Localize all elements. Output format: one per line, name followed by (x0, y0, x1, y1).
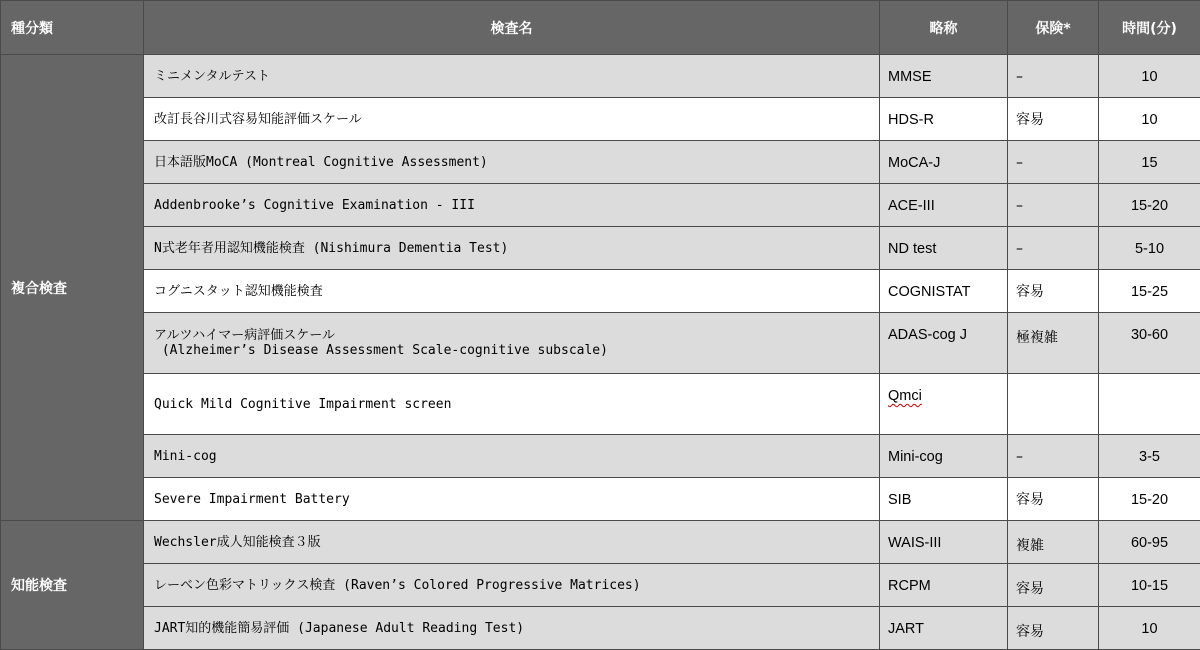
test-name: N式老年者用認知機能検査 (Nishimura Dementia Test) (144, 227, 880, 270)
test-name: Quick Mild Cognitive Impairment screen (144, 374, 880, 435)
test-name-line2: (Alzheimer’s Disease Assessment Scale-cognitive subscale) (154, 343, 608, 358)
test-name: 改訂長谷川式容易知能評価スケール (144, 98, 880, 141)
test-time: 5-10 (1099, 227, 1200, 270)
test-abbr (880, 374, 1008, 435)
test-abbr: MMSE (880, 55, 1008, 98)
test-name: Mini-cog (144, 435, 880, 478)
test-insurance: 容易 (1008, 607, 1099, 650)
table-row (1, 607, 1200, 650)
test-insurance: – (1008, 141, 1099, 184)
header-time: 時間(分) (1099, 1, 1200, 55)
test-name: JART知的機能簡易評価 (Japanese Adult Reading Test) (144, 607, 880, 650)
table-row (1, 55, 1200, 98)
test-time: 30-60 (1099, 313, 1200, 374)
category-cell-composite: 複合検査 (1, 55, 144, 521)
table-row (1, 313, 1200, 374)
test-time: 15 (1099, 141, 1200, 184)
test-time: 3-5 (1099, 435, 1200, 478)
test-abbr: RCPM (880, 564, 1008, 607)
test-name: 日本語版MoCA (Montreal Cognitive Assessment) (144, 141, 880, 184)
header-abbr: 略称 (880, 1, 1008, 55)
test-abbr: ND test (880, 227, 1008, 270)
test-abbr: JART (880, 607, 1008, 650)
test-abbr: ADAS-cog J (880, 313, 1008, 374)
test-time: 15-25 (1099, 270, 1200, 313)
header-insurance: 保険* (1008, 1, 1099, 55)
test-name (144, 313, 880, 374)
test-time: 15-20 (1099, 478, 1200, 521)
test-insurance: 容易 (1008, 564, 1099, 607)
test-time (1099, 374, 1200, 435)
test-abbr: Mini-cog (880, 435, 1008, 478)
test-insurance: 容易 (1008, 478, 1099, 521)
test-insurance: 容易 (1008, 270, 1099, 313)
test-name-line1: アルツハイマー病評価スケール (154, 328, 335, 343)
test-abbr: COGNISTAT (880, 270, 1008, 313)
table-row (1, 98, 1200, 141)
header-test-name: 検査名 (144, 1, 880, 55)
test-name: レーベン色彩マトリックス検査 (Raven’s Colored Progressive Matrices) (144, 564, 880, 607)
test-abbr: SIB (880, 478, 1008, 521)
test-insurance (1008, 374, 1099, 435)
test-name: ミニメンタルテスト (144, 55, 880, 98)
test-name: Wechsler成人知能検査３版 (144, 521, 880, 564)
test-time: 60-95 (1099, 521, 1200, 564)
test-time: 10 (1099, 98, 1200, 141)
test-insurance: 複雑 (1008, 521, 1099, 564)
table-row (1, 564, 1200, 607)
test-insurance: – (1008, 184, 1099, 227)
test-abbr: ACE-III (880, 184, 1008, 227)
spellcheck-word: Qmci (888, 388, 922, 404)
test-abbr: HDS-R (880, 98, 1008, 141)
test-insurance: 容易 (1008, 98, 1099, 141)
header-row (1, 1, 1200, 55)
test-time: 15-20 (1099, 184, 1200, 227)
header-category: 種分類 (1, 1, 144, 55)
test-time: 10 (1099, 607, 1200, 650)
test-abbr: MoCA-J (880, 141, 1008, 184)
test-name: コグニスタット認知機能検査 (144, 270, 880, 313)
test-name: Addenbrooke’s Cognitive Examination - III (144, 184, 880, 227)
table-row (1, 435, 1200, 478)
table-row (1, 227, 1200, 270)
table-row (1, 141, 1200, 184)
test-name: Severe Impairment Battery (144, 478, 880, 521)
category-cell-intelligence: 知能検査 (1, 521, 144, 650)
test-insurance: – (1008, 227, 1099, 270)
test-insurance: – (1008, 435, 1099, 478)
table-row (1, 184, 1200, 227)
test-abbr: WAIS-III (880, 521, 1008, 564)
test-time: 10 (1099, 55, 1200, 98)
table-row (1, 478, 1200, 521)
table-row (1, 521, 1200, 564)
test-insurance: – (1008, 55, 1099, 98)
table-row (1, 270, 1200, 313)
test-insurance: 極複雑 (1008, 313, 1099, 374)
test-time: 10-15 (1099, 564, 1200, 607)
table-row (1, 374, 1200, 435)
